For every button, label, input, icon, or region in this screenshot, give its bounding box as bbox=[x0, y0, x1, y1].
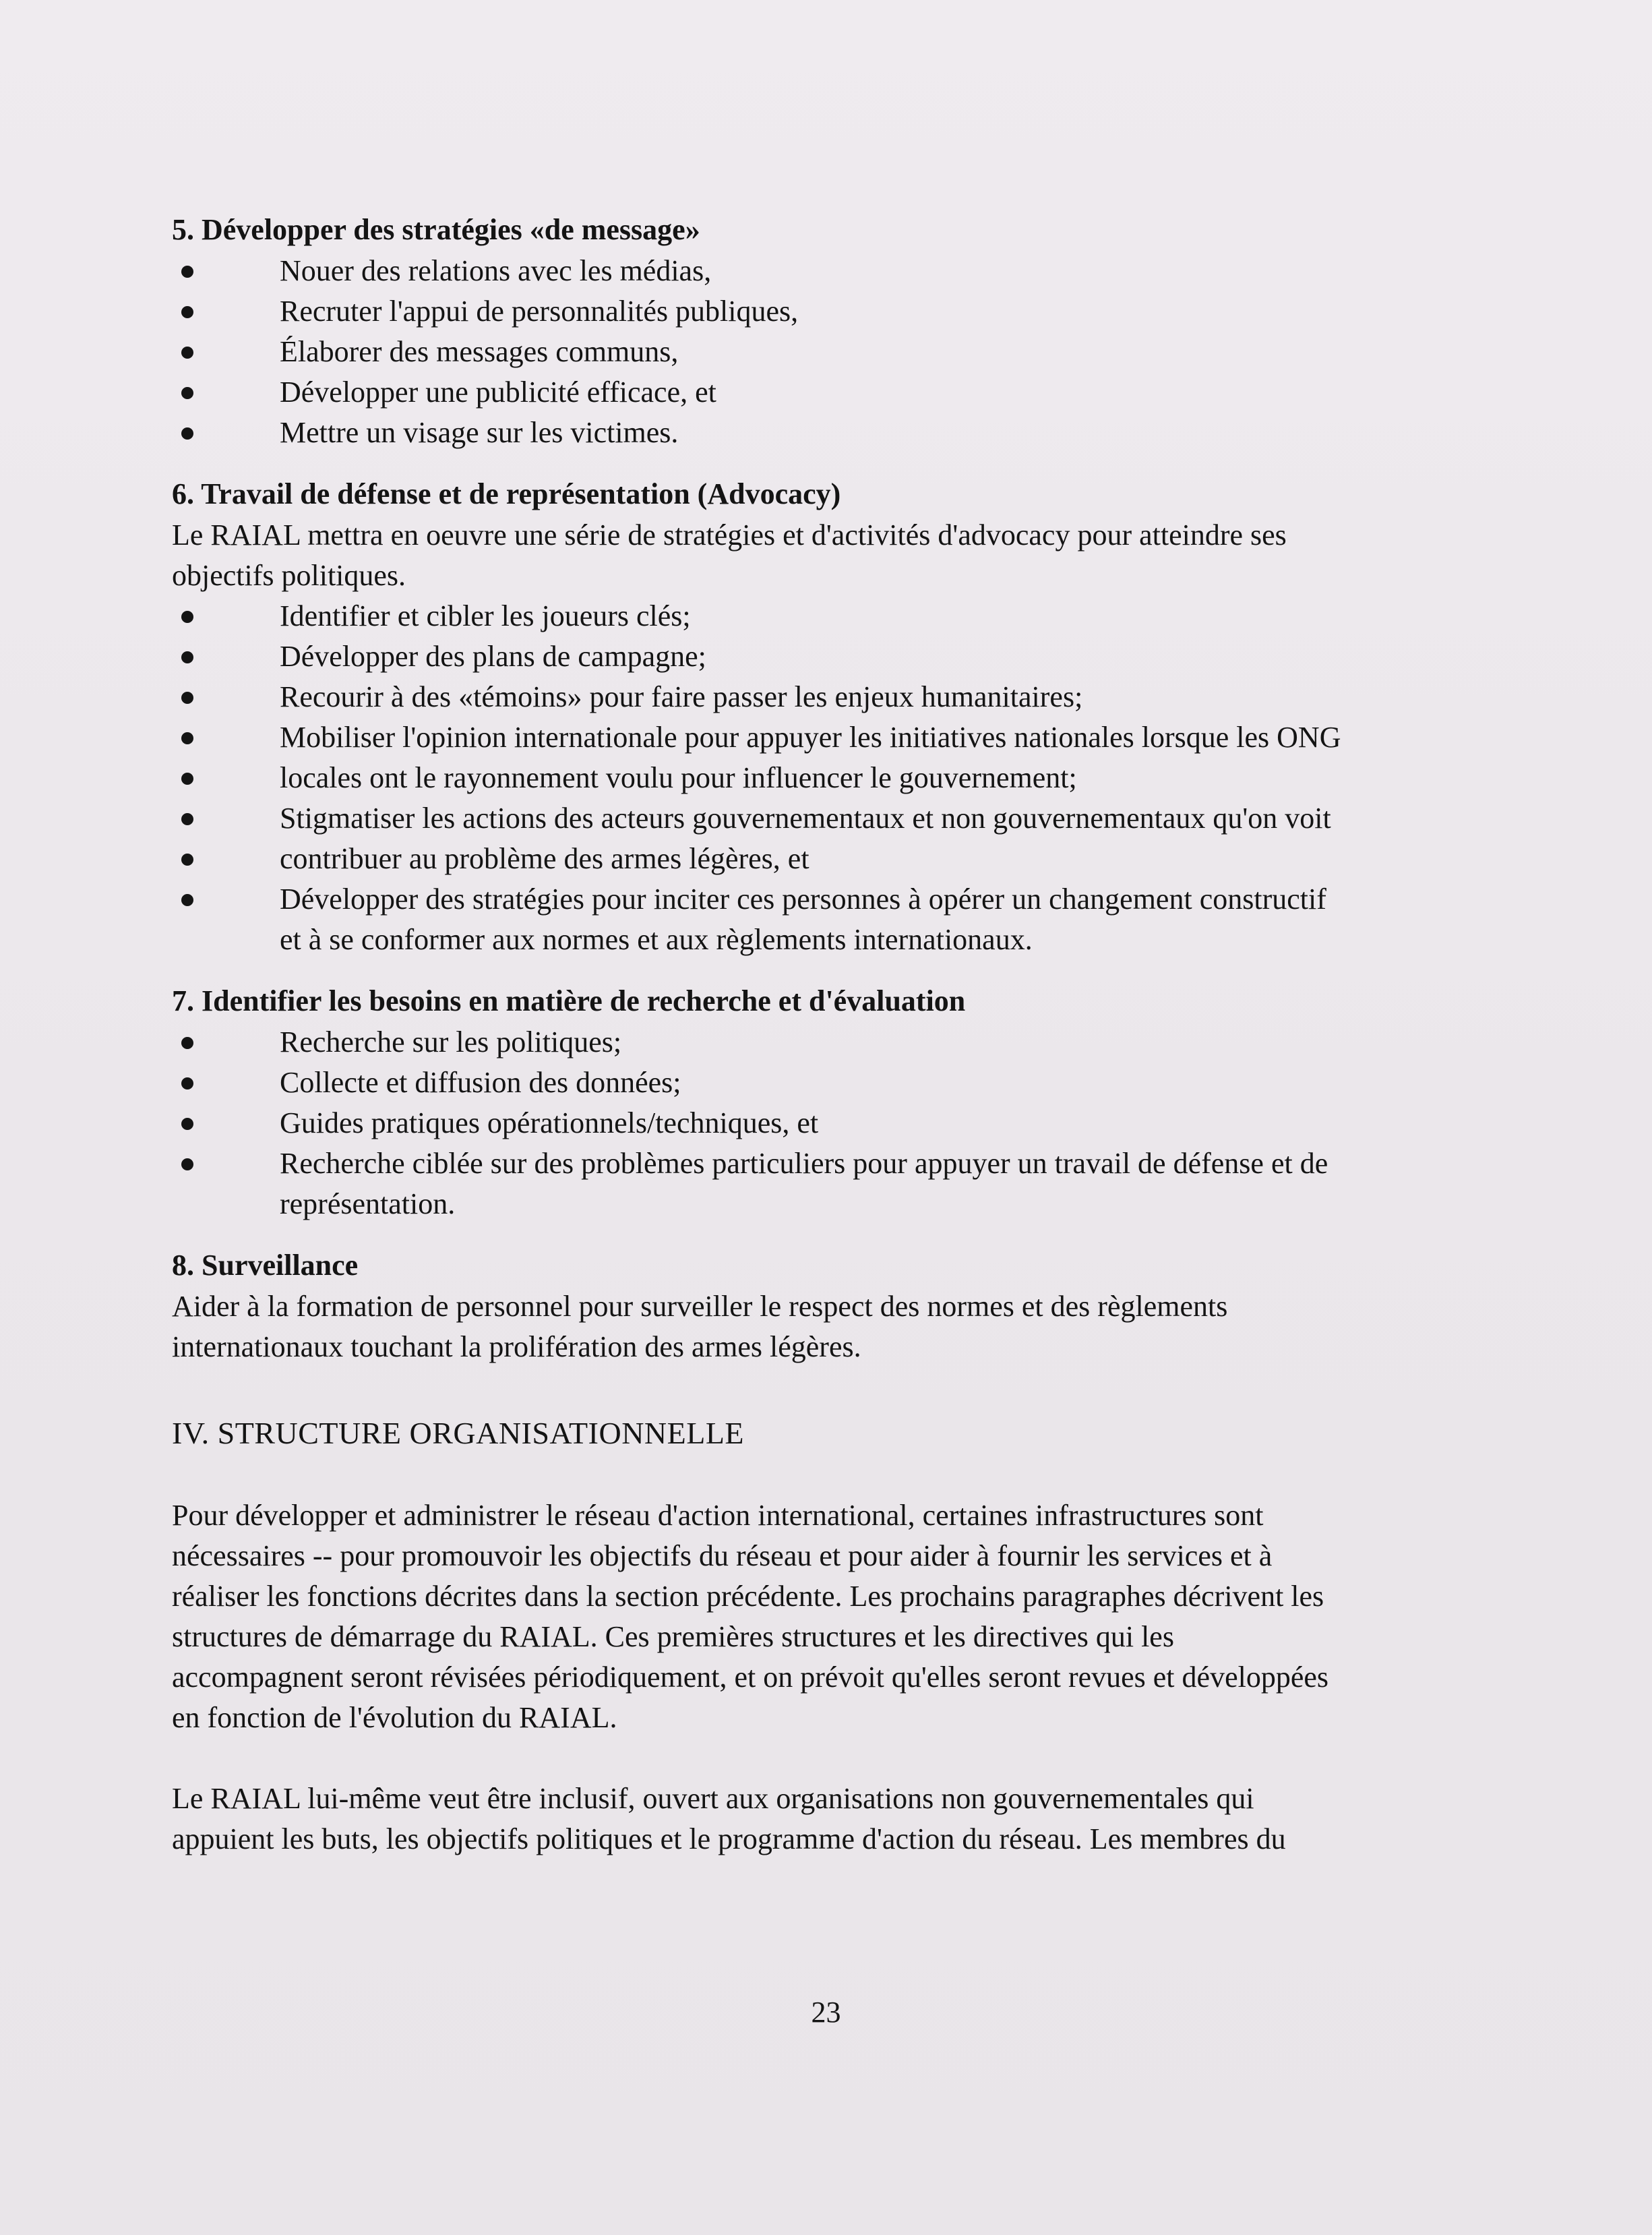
bullet-icon bbox=[181, 306, 193, 318]
bullet-icon bbox=[181, 427, 193, 440]
list-item: Mettre un visage sur les victimes. bbox=[172, 413, 1479, 453]
list-item-continuation: représentation. bbox=[280, 1187, 456, 1220]
list-item-continuation: locales ont le rayonnement voulu pour influencer le gouvernement; bbox=[172, 758, 1479, 798]
section-iv-para-1-line-2: nécessaires -- pour promouvoir les objectifs du réseau et pour aider à fournir les services et à bbox=[172, 1539, 1273, 1572]
bullet-icon bbox=[181, 813, 193, 825]
list-item: Mobiliser l'opinion internationale pour appuyer les initiatives nationales lorsque les ONG bbox=[172, 717, 1479, 758]
list-item: Identifier et cibler les joueurs clés; bbox=[172, 596, 1479, 636]
section-7-list bbox=[172, 1022, 1479, 1224]
section-8-heading: 8. Surveillance bbox=[172, 1249, 359, 1282]
bullet-icon bbox=[181, 894, 193, 906]
section-6-list bbox=[172, 596, 1479, 960]
list-item: Développer une publicité efficace, et bbox=[172, 372, 1479, 413]
page-content bbox=[172, 209, 1479, 1859]
section-iv-para-1-line-3: réaliser les fonctions décrites dans la section précédente. Les prochains paragraphes décrivent les bbox=[172, 1580, 1324, 1613]
list-item: Élaborer des messages communs, bbox=[172, 332, 1479, 372]
section-iv-para-1-line-6: en fonction de l'évolution du RAIAL. bbox=[172, 1701, 617, 1734]
list-item: Recourir à des «témoins» pour faire passer les enjeux humanitaires; bbox=[172, 677, 1479, 717]
list-item: Recherche sur les politiques; bbox=[172, 1022, 1479, 1063]
list-item: Nouer des relations avec les médias, bbox=[172, 251, 1479, 291]
bullet-icon bbox=[181, 347, 193, 359]
bullet-icon bbox=[181, 854, 193, 866]
bullet-icon bbox=[181, 1077, 193, 1090]
bullet-icon bbox=[181, 732, 193, 744]
section-5-list bbox=[172, 251, 1479, 453]
bullet-icon bbox=[181, 651, 193, 663]
section-iv-title: IV. STRUCTURE ORGANISATIONNELLE bbox=[172, 1416, 745, 1450]
list-item: Collecte et diffusion des données; bbox=[172, 1063, 1479, 1103]
bullet-icon bbox=[181, 387, 193, 399]
list-item-continuation: et à se conformer aux normes et aux règlements internationaux. bbox=[280, 923, 1033, 956]
section-iv-para-1-line-5: accompagnent seront révisées périodiquement, et on prévoit qu'elles seront revues et développées bbox=[172, 1661, 1328, 1694]
list-item: Recherche ciblée sur des problèmes particuliers pour appuyer un travail de défense et de bbox=[172, 1143, 1479, 1184]
section-6-heading: 6. Travail de défense et de représentation (Advocacy) bbox=[172, 477, 841, 510]
bullet-icon bbox=[181, 611, 193, 623]
section-iv-para-1-line-4: structures de démarrage du RAIAL. Ces premières structures et les directives qui les bbox=[172, 1620, 1174, 1653]
bullet-icon bbox=[181, 266, 193, 278]
section-7-heading: 7. Identifier les besoins en matière de recherche et d'évaluation bbox=[172, 984, 966, 1017]
list-item: Guides pratiques opérationnels/techniques, et bbox=[172, 1103, 1479, 1143]
bullet-icon bbox=[181, 1118, 193, 1130]
section-5-heading: 5. Développer des stratégies «de message» bbox=[172, 213, 700, 246]
list-item-continuation: contribuer au problème des armes légères, et bbox=[172, 839, 1479, 879]
section-8-line-1: Aider à la formation de personnel pour surveiller le respect des normes et des règlements bbox=[172, 1290, 1228, 1323]
list-item: Recruter l'appui de personnalités publiques, bbox=[172, 291, 1479, 332]
section-8-line-2: internationaux touchant la prolifération des armes légères. bbox=[172, 1330, 861, 1363]
bullet-icon bbox=[181, 1037, 193, 1049]
section-iv-para-1-line-1: Pour développer et administrer le réseau d'action international, certaines infrastructures sont bbox=[172, 1499, 1264, 1532]
list-item: Développer des plans de campagne; bbox=[172, 636, 1479, 677]
bullet-icon bbox=[181, 773, 193, 785]
section-6-intro-line-1: Le RAIAL mettra en oeuvre une série de stratégies et d'activités d'advocacy pour atteindre ses bbox=[172, 518, 1287, 552]
section-iv-para-2-line-1: Le RAIAL lui-même veut être inclusif, ouvert aux organisations non gouvernementales qui bbox=[172, 1782, 1254, 1815]
bullet-icon bbox=[181, 692, 193, 704]
section-iv-para-2-line-2: appuient les buts, les objectifs politiques et le programme d'action du réseau. Les membres du bbox=[172, 1822, 1286, 1855]
page-number: 23 bbox=[811, 1996, 841, 2029]
list-item: Développer des stratégies pour inciter ces personnes à opérer un changement constructif bbox=[172, 879, 1479, 920]
section-6-intro-line-2: objectifs politiques. bbox=[172, 559, 406, 592]
bullet-icon bbox=[181, 1158, 193, 1170]
list-item: Stigmatiser les actions des acteurs gouvernementaux et non gouvernementaux qu'on voit bbox=[172, 798, 1479, 839]
